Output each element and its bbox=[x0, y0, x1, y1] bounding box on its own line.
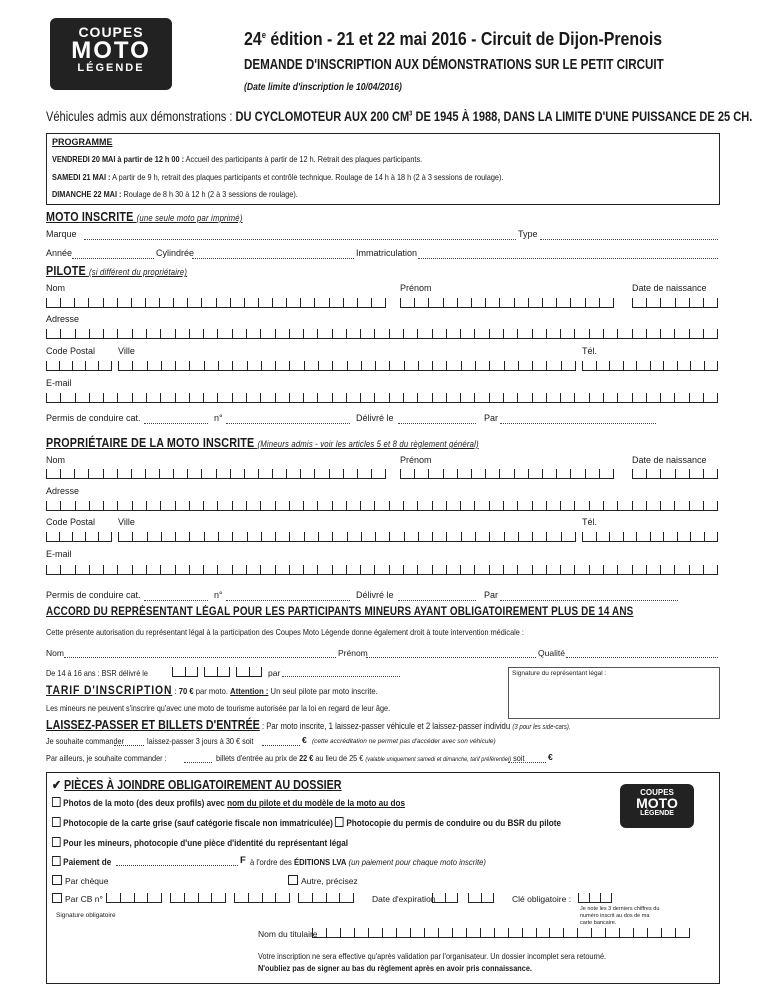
annee-field[interactable] bbox=[72, 258, 154, 259]
vehicles-value-a: DU CYCLOMOTEUR AUX 200 CM bbox=[235, 109, 410, 124]
accord-bsr-day[interactable] bbox=[172, 667, 198, 677]
cle-note: Je note les 3 derniers chiffres du numéro inscrit au dos de ma carte bancaire. bbox=[580, 906, 660, 926]
prop-ville-boxes[interactable] bbox=[118, 532, 576, 542]
prop-adresse-boxes[interactable] bbox=[46, 501, 718, 511]
cle-label: Clé obligatoire : bbox=[512, 894, 572, 904]
accord-nom-field[interactable] bbox=[64, 657, 336, 658]
accord-prenom-label: Prénom bbox=[338, 648, 368, 658]
page-title bbox=[244, 28, 662, 50]
type-label: Type bbox=[518, 229, 538, 239]
cb-checkbox[interactable] bbox=[52, 893, 62, 903]
tarif-sep: : bbox=[172, 686, 179, 696]
tarif-line2: Les mineurs ne peuvent s'inscrire qu'avec une moto de tourisme autorisée par la loi en regard de leur âge. bbox=[46, 703, 391, 713]
prop-numero-label: n° bbox=[214, 590, 223, 600]
accord-par-field[interactable] bbox=[282, 676, 400, 677]
pilote-numero-label: n° bbox=[214, 413, 223, 423]
page-subtitle: DEMANDE D'INSCRIPTION AUX DÉMONSTRATIONS SUR LE PETIT CIRCUIT bbox=[244, 57, 664, 73]
pilote-tel-boxes[interactable] bbox=[582, 361, 718, 371]
cb-boxes-1[interactable] bbox=[106, 893, 162, 903]
laissez-l2f: € bbox=[548, 752, 553, 762]
paiement-ordre-a: à l'ordre des bbox=[250, 857, 294, 867]
proprietaire-section-title bbox=[46, 436, 479, 450]
pieces-item3-checkbox[interactable] bbox=[52, 837, 61, 847]
autre-checkbox[interactable] bbox=[288, 875, 298, 885]
titulaire-label: Nom du titulaire bbox=[258, 929, 318, 939]
vehicles-admitted bbox=[46, 109, 752, 124]
proprietaire-title: PROPRIÉTAIRE DE LA MOTO INSCRITE bbox=[46, 436, 255, 450]
logo bbox=[50, 18, 172, 90]
edition-number: 24 bbox=[244, 28, 262, 49]
pilote-cp-boxes[interactable] bbox=[46, 361, 112, 371]
autre-option[interactable] bbox=[288, 875, 358, 886]
laissez-l1a: Je souhaite commander bbox=[46, 736, 125, 746]
tarif-attention: Attention : bbox=[230, 686, 269, 696]
pilote-email-label: E-mail bbox=[46, 378, 72, 388]
expiration-month[interactable] bbox=[432, 893, 458, 903]
logo-small bbox=[620, 784, 694, 828]
pilote-ville-boxes[interactable] bbox=[118, 361, 576, 371]
autre-label: Autre, précisez bbox=[301, 876, 358, 886]
cheque-option[interactable] bbox=[52, 875, 108, 886]
laissez-l2a: Par ailleurs, je souhaite commander : bbox=[46, 753, 167, 763]
paiement-ordre-note: (un paiement pour chaque moto inscrite) bbox=[346, 857, 486, 867]
moto-section-title bbox=[46, 210, 243, 224]
paiement-checkbox[interactable] bbox=[52, 856, 61, 866]
moto-note: (une seule moto par imprimé) bbox=[136, 213, 243, 223]
pieces-item1b: nom du pilote et du modèle de la moto au dos bbox=[227, 798, 406, 809]
prop-ville-label: Ville bbox=[118, 517, 135, 527]
pieces-item1[interactable] bbox=[52, 797, 405, 809]
accord-text: Cette présente autorisation du représentant légal à la participation des Coupes Moto Légende donne également droit à toute intervention médicale : bbox=[46, 627, 524, 637]
laissez-desc: : Par moto inscrite, 1 laissez-passer véhicule et 2 laissez-passer individu bbox=[259, 721, 513, 731]
pilote-par-field[interactable] bbox=[500, 423, 656, 424]
vehicles-value-b: DE 1945 À 1988, DANS LA LIMITE D'UNE PUISSANCE DE 25 CH. bbox=[412, 109, 753, 124]
prop-tel-boxes[interactable] bbox=[582, 532, 718, 542]
logo-line1: COUPES bbox=[78, 24, 144, 40]
programme-text-2: A partir de 9 h, retrait des plaques participants et contrôle technique. Roulage de 14 h à 18 h (2 à 3 sessions de roulage). bbox=[110, 172, 504, 182]
accord-signature-label: Signature du représentant légal : bbox=[512, 670, 607, 677]
pilote-delivre-field[interactable] bbox=[398, 423, 476, 424]
laissez-desc-note: (3 pour les side-cars). bbox=[512, 724, 571, 731]
cb-option[interactable] bbox=[52, 893, 103, 904]
logo-small-line1: COUPES bbox=[640, 788, 674, 797]
moto-title: MOTO INSCRITE bbox=[46, 210, 134, 224]
accord-nom-label: Nom bbox=[46, 648, 64, 658]
laissez-l2d: (valable uniquement samedi et dimanche, tarif préférentiel) bbox=[365, 756, 512, 763]
pieces-item2b: Photocopie du permis de conduire ou du BSR du pilote bbox=[346, 818, 562, 829]
programme-line-3 bbox=[52, 189, 298, 199]
edition-sup: e bbox=[261, 29, 267, 40]
programme-line-1 bbox=[52, 154, 422, 164]
marque-field[interactable] bbox=[84, 239, 516, 240]
expiration-label: Date d'expiration bbox=[372, 894, 436, 904]
programme-line-2 bbox=[52, 172, 503, 182]
titulaire-boxes[interactable] bbox=[312, 928, 690, 938]
pilote-naissance-label: Date de naissance bbox=[632, 283, 707, 293]
logo-line2: MOTO bbox=[71, 37, 151, 64]
laissez-total1-field[interactable] bbox=[262, 745, 300, 746]
prop-delivre-field[interactable] bbox=[398, 600, 476, 601]
pilote-tel-label: Tél. bbox=[582, 346, 598, 356]
pilote-note: (si différent du propriétaire) bbox=[89, 267, 188, 277]
pilote-email-boxes[interactable] bbox=[46, 393, 718, 403]
pilote-cp-label: Code Postal bbox=[46, 346, 96, 356]
prop-prenom-boxes[interactable] bbox=[400, 469, 614, 479]
prop-permis-label: Permis de conduire cat. bbox=[46, 590, 141, 600]
vehicles-sup: 3 bbox=[409, 110, 413, 118]
cheque-label: Par chèque bbox=[65, 876, 109, 886]
tarif-price: 70 € bbox=[178, 686, 194, 696]
pieces-item2a: Photocopie de la carte grise (sauf catégorie fiscale non immatriculée) bbox=[63, 818, 333, 829]
vehicles-label: Véhicules admis aux démonstrations : bbox=[46, 109, 236, 124]
laissez-l2b: billets d'entrée au prix de bbox=[216, 753, 300, 763]
vehicles-value bbox=[236, 109, 753, 124]
prop-prenom-label: Prénom bbox=[400, 455, 432, 465]
prop-naissance-label: Date de naissance bbox=[632, 455, 707, 465]
accord-bsr-label: De 14 à 16 ans : BSR délivré le bbox=[46, 668, 148, 678]
paiement-amount-field[interactable] bbox=[116, 865, 238, 866]
laissez-qty2-field[interactable] bbox=[184, 762, 212, 763]
laissez-l2-line bbox=[216, 753, 524, 763]
pilote-naissance-boxes[interactable] bbox=[632, 298, 718, 308]
paiement-label[interactable] bbox=[52, 856, 111, 868]
programme-day-2: SAMEDI 21 MAI : bbox=[52, 172, 111, 182]
prop-naissance-boxes[interactable] bbox=[632, 469, 718, 479]
accord-par-label: par bbox=[268, 668, 281, 678]
accord-bsr-year[interactable] bbox=[236, 667, 262, 677]
laissez-line bbox=[46, 718, 571, 732]
tarif-title: TARIF D'INSCRIPTION bbox=[46, 685, 173, 697]
cb-label: Par CB n° bbox=[65, 894, 103, 904]
footer-line2: N'oubliez pas de signer au bas du règlement après en avoir pris connaissance. bbox=[258, 963, 532, 973]
tarif-line bbox=[46, 685, 378, 697]
proprietaire-note: (Mineurs admis - voir les articles 5 et 8 du règlement général) bbox=[257, 439, 479, 449]
paiement-text: Paiement de bbox=[63, 857, 112, 868]
paiement-currency: F bbox=[240, 855, 246, 866]
pieces-title: PIÈCES À JOINDRE OBLIGATOIREMENT AU DOSSIER bbox=[64, 778, 342, 792]
pilote-ville-label: Ville bbox=[118, 346, 135, 356]
check-icon: ✔ bbox=[52, 778, 62, 792]
pieces-title-line bbox=[52, 777, 342, 792]
pilote-nom-label: Nom bbox=[46, 283, 66, 293]
prop-email-label: E-mail bbox=[46, 549, 72, 559]
pilote-permis-field[interactable] bbox=[144, 423, 208, 424]
cle-boxes[interactable] bbox=[578, 893, 612, 903]
accord-qualite-label: Qualité bbox=[538, 648, 565, 658]
prop-numero-field[interactable] bbox=[226, 600, 350, 601]
footer-line1: Votre inscription ne sera effective qu'après validation par l'organisateur. Un dossier incomplet sera retourné. bbox=[258, 951, 607, 961]
pieces-item2-checkbox[interactable] bbox=[52, 817, 61, 827]
pilote-par-label: Par bbox=[484, 413, 499, 423]
marque-label: Marque bbox=[46, 229, 77, 239]
pieces-item2b-checkbox[interactable] bbox=[335, 817, 344, 827]
prop-par-field[interactable] bbox=[500, 600, 678, 601]
accord-bsr-month[interactable] bbox=[204, 667, 230, 677]
laissez-total2-field[interactable] bbox=[508, 762, 546, 763]
cb-boxes-2[interactable] bbox=[170, 893, 226, 903]
pilote-prenom-label: Prénom bbox=[400, 283, 432, 293]
annee-label: Année bbox=[46, 248, 73, 258]
pilote-adresse-label: Adresse bbox=[46, 314, 80, 324]
pilote-nom-boxes[interactable] bbox=[46, 298, 386, 308]
pilote-section-title bbox=[46, 264, 187, 278]
programme-day-3: DIMANCHE 22 MAI : bbox=[52, 189, 122, 199]
programme-text-1: Accueil des participants à partir de 12 h. Retrait des plaques participants. bbox=[184, 154, 423, 164]
tarif-text2: Un seul pilote par moto inscrite. bbox=[268, 686, 378, 696]
laissez-title: LAISSEZ-PASSER ET BILLETS D'ENTRÉE bbox=[46, 718, 260, 732]
laissez-l2b-price: 22 € bbox=[299, 753, 314, 763]
programme-title: PROGRAMME bbox=[52, 137, 113, 147]
paiement-ordre bbox=[250, 857, 486, 867]
pieces-item3: Pour les mineurs, photocopie d'une pièce d'identité du représentant légal bbox=[63, 838, 349, 849]
laissez-l1c: € bbox=[302, 735, 307, 745]
signature-label: Signature obligatoire bbox=[56, 912, 116, 919]
expiration-year[interactable] bbox=[468, 893, 494, 903]
pilote-adresse-boxes[interactable] bbox=[46, 329, 718, 339]
prop-tel-label: Tél. bbox=[582, 517, 598, 527]
logo-small-line3: LÉGENDE bbox=[640, 810, 674, 817]
prop-cp-boxes[interactable] bbox=[46, 532, 112, 542]
pieces-item3[interactable] bbox=[52, 837, 348, 849]
pieces-item1a: Photos de la moto (des deux profils) avec bbox=[63, 798, 228, 809]
pilote-prenom-boxes[interactable] bbox=[400, 298, 614, 308]
pieces-item2[interactable] bbox=[52, 817, 561, 829]
cb-boxes-4[interactable] bbox=[298, 893, 354, 903]
cylindree-field[interactable] bbox=[192, 258, 354, 259]
laissez-qty1-field[interactable] bbox=[114, 745, 144, 746]
cheque-checkbox[interactable] bbox=[52, 875, 62, 885]
type-field[interactable] bbox=[540, 239, 718, 240]
pilote-title: PILOTE bbox=[46, 264, 86, 278]
tarif-text1: par moto. bbox=[193, 686, 231, 696]
laissez-l2c: au lieu de 25 € bbox=[313, 753, 366, 763]
logo-small-line2: MOTO bbox=[636, 795, 678, 811]
pilote-permis-label: Permis de conduire cat. bbox=[46, 413, 141, 423]
prop-delivre-label: Délivré le bbox=[356, 590, 394, 600]
laissez-l1b: laissez-passer 3 jours à 30 € soit bbox=[147, 736, 254, 746]
prop-par-label: Par bbox=[484, 590, 499, 600]
accord-prenom-field[interactable] bbox=[366, 657, 536, 658]
cylindree-label: Cylindrée bbox=[156, 248, 195, 258]
logo-line3: LÉGENDE bbox=[77, 62, 145, 74]
prop-email-boxes[interactable] bbox=[46, 565, 718, 575]
prop-cp-label: Code Postal bbox=[46, 517, 96, 527]
pilote-numero-field[interactable] bbox=[226, 423, 350, 424]
laissez-l1d: (cette accréditation ne permet pas d'accéder avec son véhicule) bbox=[312, 738, 496, 745]
immat-label: Immatriculation bbox=[356, 248, 418, 258]
prop-nom-label: Nom bbox=[46, 455, 66, 465]
programme-day-1: VENDREDI 20 MAI à partir de 12 h 00 : bbox=[52, 154, 185, 164]
accord-qualite-field[interactable] bbox=[566, 657, 718, 658]
pieces-item1-checkbox[interactable] bbox=[52, 797, 61, 807]
edition-title: édition - 21 et 22 mai 2016 - Circuit de Dijon-Prenois bbox=[266, 28, 663, 49]
programme-text-3: Roulage de 8 h 30 à 12 h (2 à 3 sessions de roulage). bbox=[121, 189, 298, 199]
prop-permis-field[interactable] bbox=[144, 600, 208, 601]
deadline: (Date limite d'inscription le 10/04/2016) bbox=[244, 82, 402, 93]
prop-adresse-label: Adresse bbox=[46, 486, 80, 496]
prop-nom-boxes[interactable] bbox=[46, 469, 386, 479]
immat-field[interactable] bbox=[418, 258, 718, 259]
cb-boxes-3[interactable] bbox=[234, 893, 290, 903]
paiement-ordre-b: ÉDITIONS LVA bbox=[293, 857, 347, 867]
laissez-l2e: soit bbox=[511, 753, 525, 763]
pilote-delivre-label: Délivré le bbox=[356, 413, 394, 423]
accord-title: ACCORD DU REPRÉSENTANT LÉGAL POUR LES PARTICIPANTS MINEURS AYANT OBLIGATOIREMENT PLUS DE 14 ANS bbox=[46, 606, 634, 618]
